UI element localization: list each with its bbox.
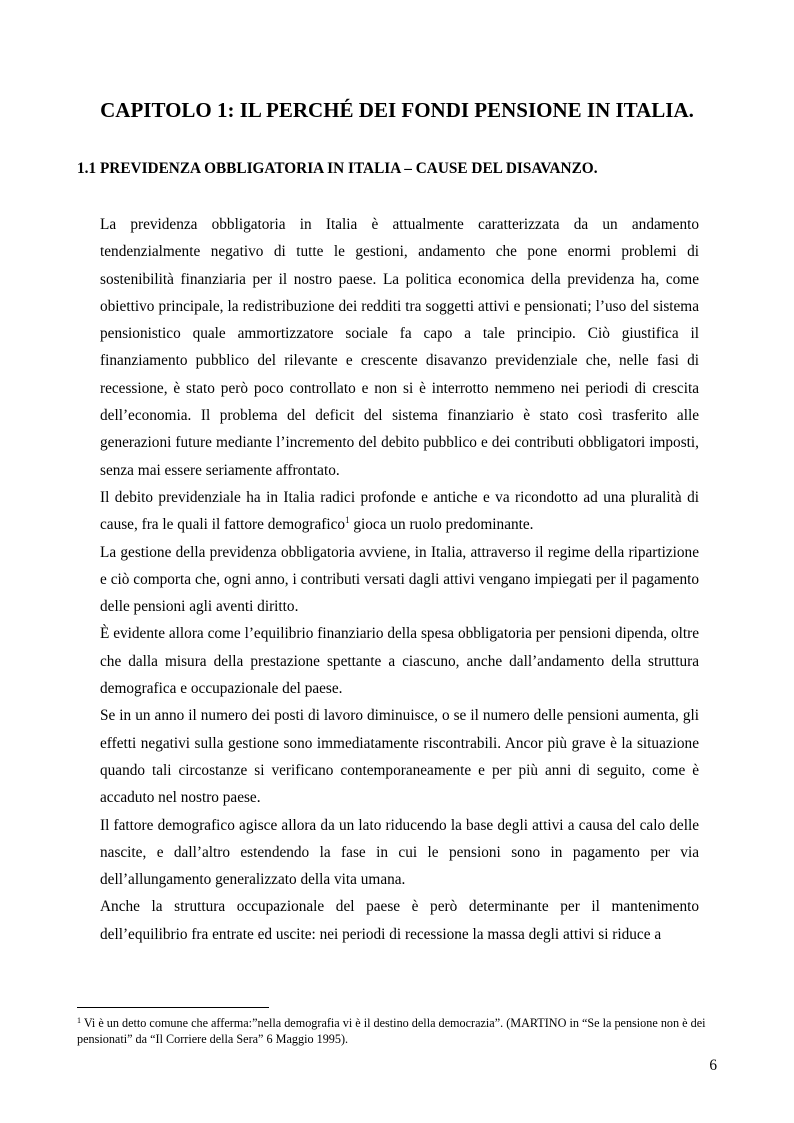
paragraph: Il fattore demografico agisce allora da un lato riducendo la base degli attivi a causa del calo delle nascite, e dall’altro estendendo la fase in cui le pensioni sono in pagamento per via dell’allungamento generalizzato della vita umana. <box>100 816 699 889</box>
paragraph: Anche la struttura occupazionale del paese è però determinante per il mantenimento dell’equilibrio fra entrate ed uscite: nei periodi di recessione la massa degli attivi si riduce a <box>100 898 699 943</box>
section-title: 1.1 PREVIDENZA OBBLIGATORIA IN ITALIA – CAUSE DEL DISAVANZO. <box>77 160 598 177</box>
paragraph-text-continued: gioca un ruolo predominante. <box>353 516 534 534</box>
footnote-divider <box>77 1007 269 1008</box>
paragraph-text: Il debito previdenziale ha in Italia radici profonde e antiche e va ricondotto ad una pluralità di cause, fra le quali il fattore demografico <box>100 488 699 534</box>
footnote-reference[interactable]: 1 <box>345 515 350 526</box>
footnote-number: 1 <box>77 1016 81 1025</box>
footnote-text: Vi è un detto comune che afferma:”nella demografia vi è il destino della democrazia”. (MARTINO in “Se la pensione non è dei pensionati” da “Il Corriere della Sera” 6 Maggio 1995). <box>77 1016 706 1046</box>
body-text <box>100 211 699 948</box>
footnote <box>77 1015 715 1047</box>
page-number: 6 <box>709 1057 717 1074</box>
paragraph: La gestione della previdenza obbligatoria avviene, in Italia, attraverso il regime della ripartizione e ciò comporta che, ogni anno, i contributi versati dagli attivi vengano impiegati per il pagamento delle pensioni agli aventi diritto. <box>100 543 699 616</box>
chapter-title: CAPITOLO 1: IL PERCHÉ DEI FONDI PENSIONE IN ITALIA. <box>100 98 694 122</box>
paragraph: Se in un anno il numero dei posti di lavoro diminuisce, o se il numero delle pensioni aumenta, gli effetti negativi sulla gestione sono immediatamente riscontrabili. Ancor più grave è la situazione quando tali circostanze si verificano contemporaneamente e per più anni di seguito, come è accaduto nel nostro paese. <box>100 707 699 807</box>
paragraph: È evidente allora come l’equilibrio finanziario della spesa obbligatoria per pensioni dipenda, oltre che dalla misura della prestazione spettante a ciascuno, anche dall’andamento della struttura demografica e occupazionale del paese. <box>100 625 699 698</box>
paragraph: La previdenza obbligatoria in Italia è attualmente caratterizzata da un andamento tendenzialmente negativo di tutte le gestioni, andamento che pone enormi problemi di sostenibilità finanziaria per il nostro paese. La politica economica della previdenza ha, come obiettivo principale, la redistribuzione dei redditi tra soggetti attivi e pensionati; l’uso del sistema pensionistico quale ammortizzatore sociale fa capo a tale principio. Ciò giustifica il finanziamento pubblico del rilevante e crescente disavanzo previdenziale che, nelle fasi di recessione, è stato però poco controllato e non si è interrotto nemmeno nei periodi di crescita dell’economia. Il problema del deficit del sistema finanziario è stato così trasferito alle generazioni future mediante l’incremento del debito pubblico e dei contributi obbligatori imposti, senza mai essere seriamente affrontato. <box>100 216 699 479</box>
paragraph-with-footnote <box>100 484 699 539</box>
